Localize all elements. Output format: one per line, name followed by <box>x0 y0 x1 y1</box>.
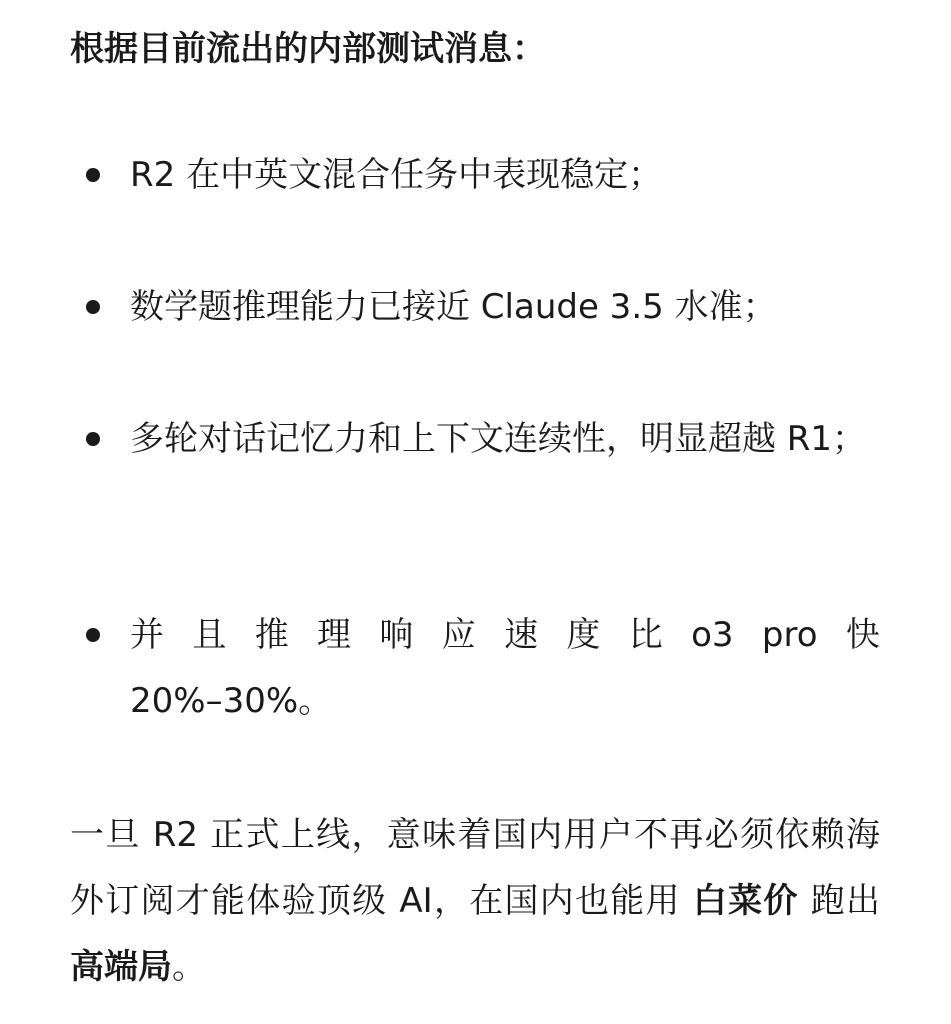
list-item-line: 20%–30%。 <box>130 681 333 721</box>
bullet-dot-icon <box>86 300 100 314</box>
section-heading: 根据目前流出的内部测试消息： <box>70 29 546 69</box>
bullet-dot-icon <box>86 168 100 182</box>
list-item-text <box>130 602 880 734</box>
list-item-text: 多轮对话记忆力和上下文连续性，明显超越 R1； <box>130 419 867 459</box>
bold-phrase: 高端局 <box>70 947 172 987</box>
list-item-text: 数学题推理能力已接近 Claude 3.5 水准； <box>130 287 777 327</box>
list-item-line: 并 且 推 理 响 应 速 度 比 o3 pro 快 <box>130 615 880 655</box>
list-item-text: R2 在中英文混合任务中表现稳定； <box>130 155 663 195</box>
bullet-dot-icon <box>86 432 100 446</box>
bold-phrase: 白菜价 <box>692 881 799 921</box>
summary-paragraph: 一旦 R2 正式上线，意味着国内用户不再必须依赖海外订阅才能体验顶级 AI，在国内也能用 白菜价 跑出 高端局。 <box>70 815 881 987</box>
bullet-dot-icon <box>86 628 100 642</box>
